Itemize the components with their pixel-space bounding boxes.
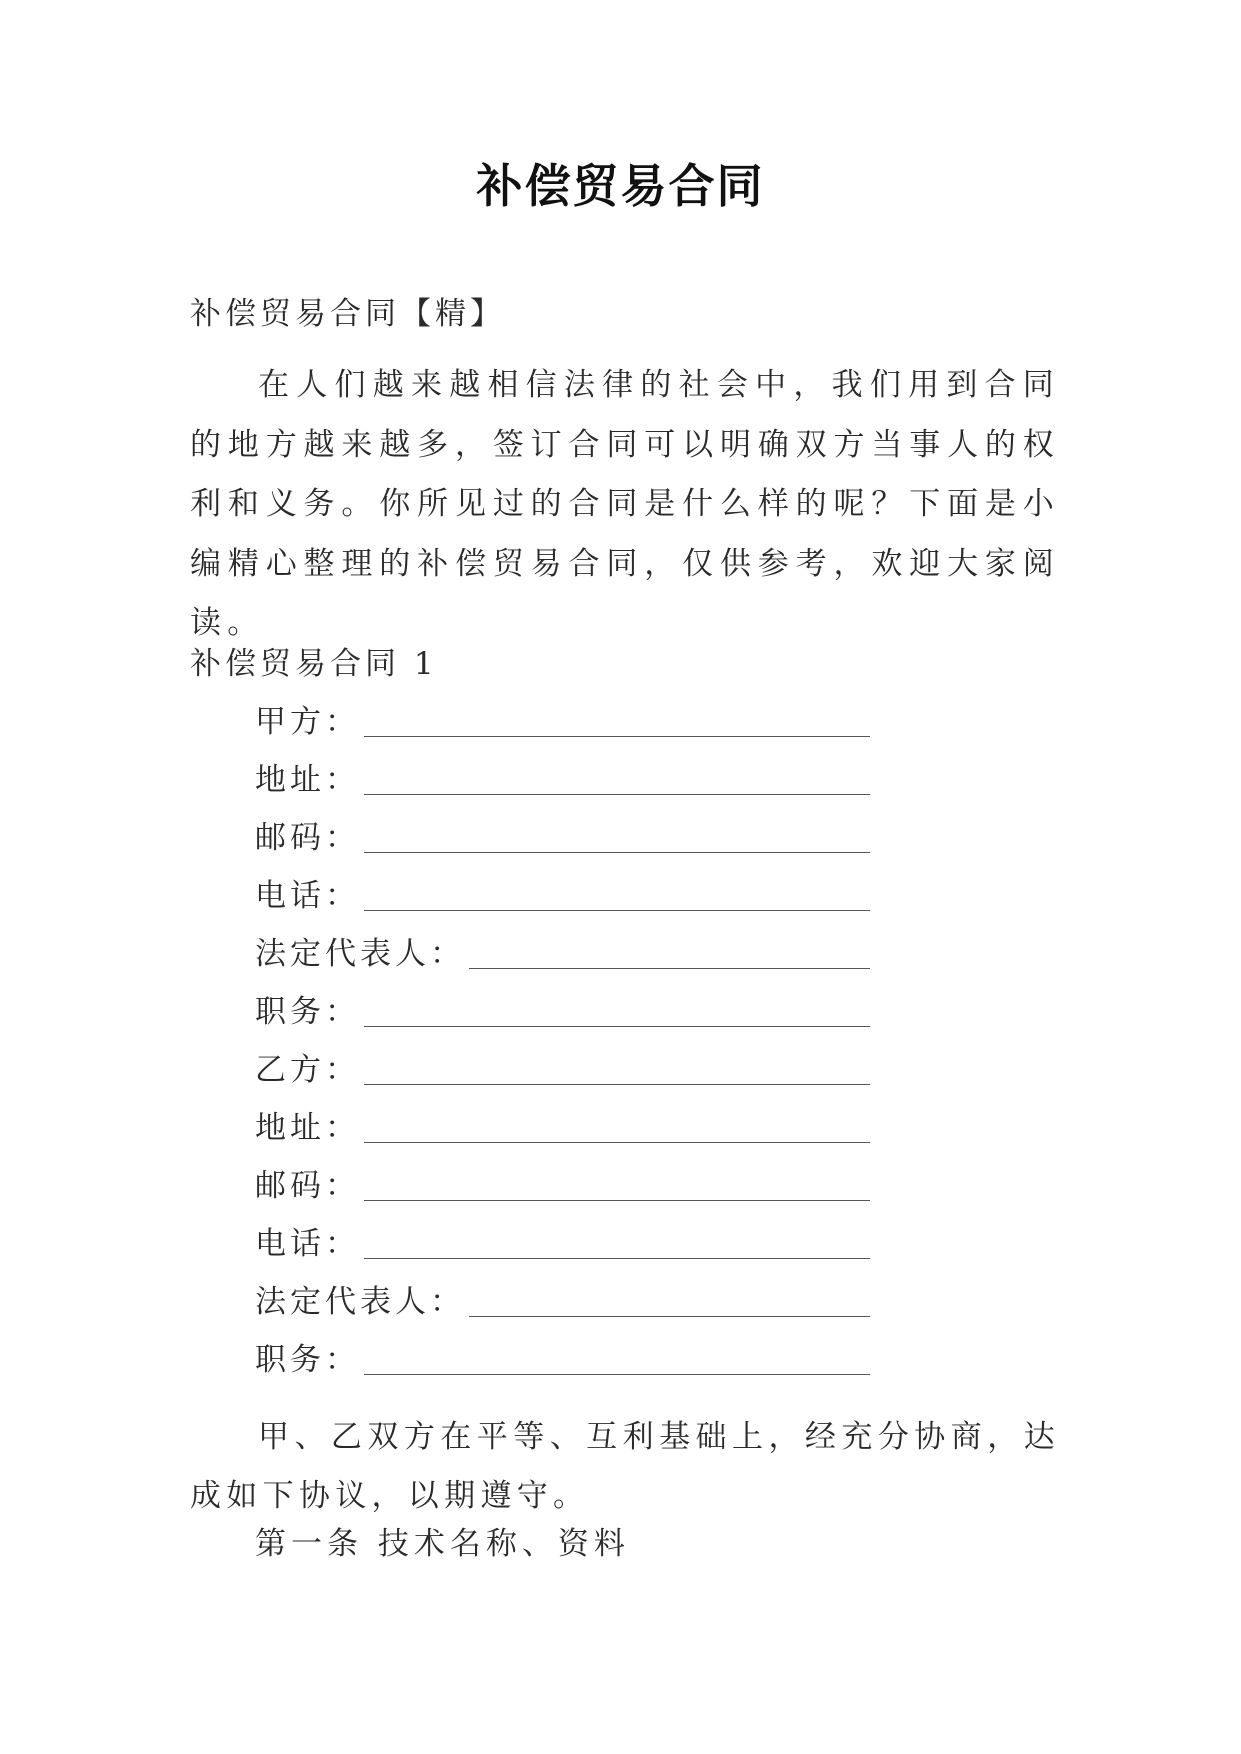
intro-paragraph: 在人们越来越相信法律的社会中，我们用到合同的地方越来越多，签订合同可以明确双方当事人的权利和义务。你所见过的合同是什么样的呢？下面是小编精心整理的补偿贸易合同，仅供参考，欢迎大家阅读。	[190, 367, 1060, 641]
field-label: 电话：	[255, 1226, 360, 1262]
document-title: 补偿贸易合同	[476, 159, 765, 213]
article-1-heading: 第一条 技术名称、资料	[255, 1526, 630, 1562]
fill-in-blank	[469, 1316, 870, 1317]
field-label: 电话：	[255, 878, 360, 914]
fill-in-blank	[364, 852, 870, 853]
fill-in-blank	[364, 1084, 870, 1085]
fill-in-blank	[364, 1374, 870, 1375]
fill-in-blank	[469, 968, 870, 969]
field-label: 法定代表人：	[255, 1284, 465, 1320]
document-subtitle: 补偿贸易合同【精】	[190, 296, 505, 332]
fill-in-blank	[364, 1200, 870, 1201]
fill-in-blank	[364, 1142, 870, 1143]
fill-in-blank	[364, 1026, 870, 1027]
field-label: 地址：	[255, 762, 360, 798]
field-label: 邮码：	[255, 1168, 360, 1204]
field-label: 地址：	[255, 1110, 360, 1146]
field-label: 邮码：	[255, 820, 360, 856]
field-label: 乙方：	[255, 1052, 360, 1088]
fill-in-blank	[364, 910, 870, 911]
field-label: 职务：	[255, 1342, 360, 1378]
fill-in-blank	[364, 736, 870, 737]
field-label: 职务：	[255, 994, 360, 1030]
section-heading: 补偿贸易合同 1	[190, 646, 438, 682]
field-label: 法定代表人：	[255, 936, 465, 972]
fill-in-blank	[364, 1258, 870, 1259]
fill-in-blank	[364, 794, 870, 795]
field-label: 甲方：	[255, 704, 360, 740]
agreement-paragraph: 甲、乙双方在平等、互利基础上，经充分协商，达成如下协议，以期遵守。	[190, 1419, 1060, 1514]
